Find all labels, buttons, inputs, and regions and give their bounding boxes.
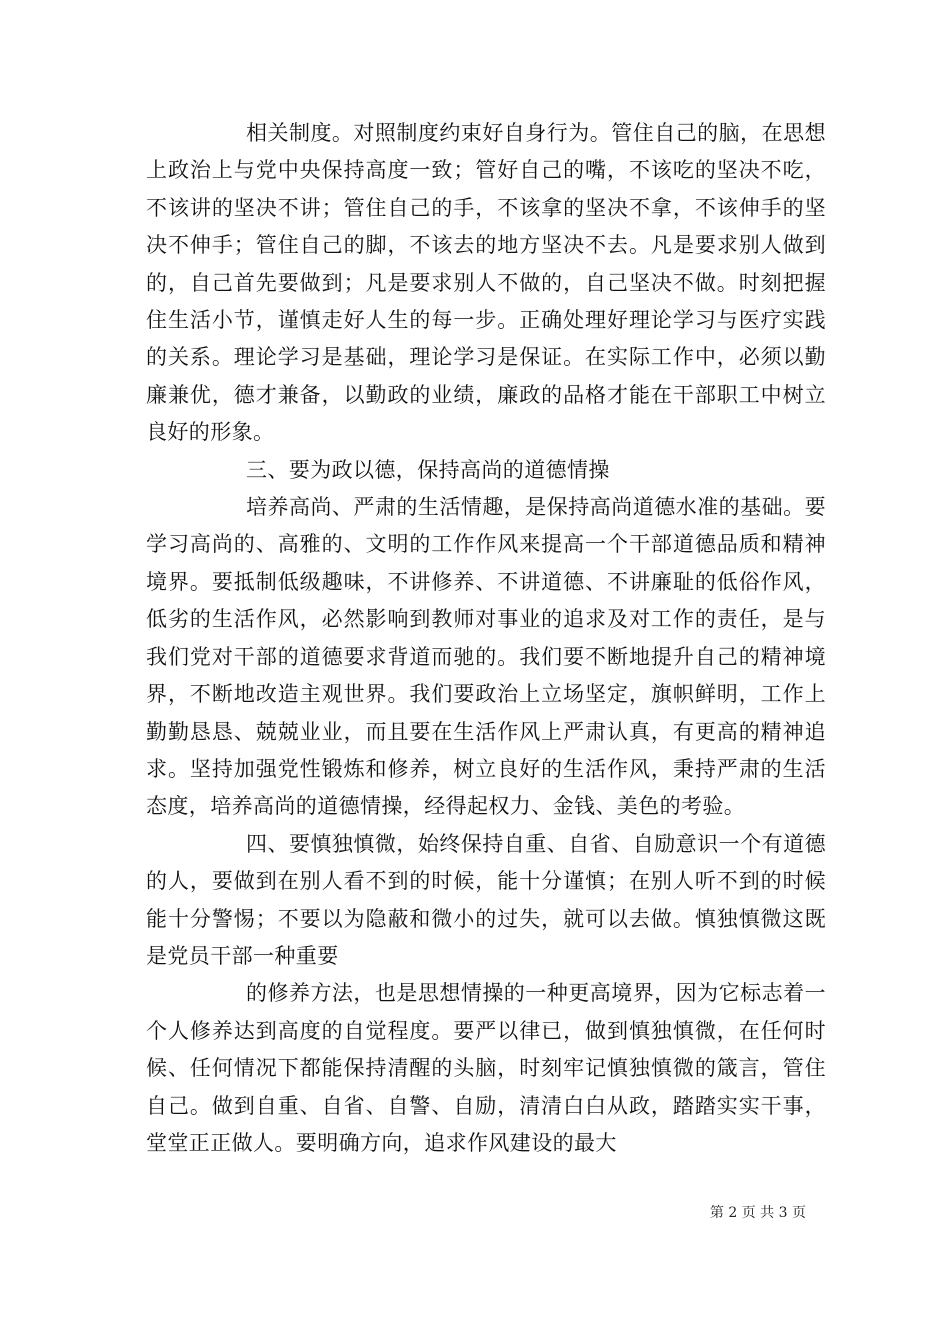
section-heading-three: 三、要为政以德，保持高尚的道德情操 (246, 457, 610, 482)
section-heading-four: 四、要慎独慎微，始终保持自重、自省、自励意识一个有道德的人，要做到在别人看不到的时候，能十分谨慎；在别人听不到的时候能十分警惕；不要以为隐蔽和微小的过失，就可以去做。慎独慎微这既是党员干部一种重要 (146, 831, 826, 968)
paragraph-related-systems: 相关制度。对照制度约束好自身行为。管住自己的脑，在思想上政治上与党中央保持高度一致；管好自己的嘴，不该吃的坚决不吃，不该讲的坚决不讲；管住自己的手，不该拿的坚决不拿，不该伸手的坚决不伸手；管住自己的脚，不该去的地方坚决不去。凡是要求别人做到的，自己首先要做到；凡是要求别人不做的，自己坚决不做。时刻把握住生活小节，谨慎走好人生的每一步。正确处理好理论学习与医疗实践的关系。理论学习是基础，理论学习是保证。在实际工作中，必须以勤廉兼优，德才兼备，以勤政的业绩，廉政的品格才能在干部职工中树立良好的形象。 (146, 121, 826, 445)
paragraph-self-discipline: 的修养方法，也是思想情操的一种更高境界，因为它标志着一个人修养达到高度的自觉程度。要严以律已，做到慎独慎微，在任何时候、任何情况下都能保持清醒的头脑，时刻牢记慎独慎微的箴言，管住自己。做到自重、自省、自警、自励，清清白白从政，踏踏实实干事，堂堂正正做人。要明确方向，追求作风建设的最大 (146, 981, 826, 1155)
page-number: 第 2 页 共 3 页 (709, 1205, 806, 1221)
document-body (146, 115, 826, 1162)
paragraph-moral-cultivation: 培养高尚、严肃的生活情趣，是保持高尚道德水准的基础。要学习高尚的、高雅的、文明的工作作风来提高一个干部道德品质和精神境界。要抵制低级趣味，不讲修养、不讲道德、不讲廉耻的低俗作风，低劣的生活作风，必然影响到教师对事业的追求及对工作的责任，是与我们党对干部的道德要求背道而驰的。我们要不断地提升自己的精神境界，不断地改造主观世界。我们要政治上立场坚定，旗帜鲜明，工作上勤勤恳恳、兢兢业业，而且要在生活作风上严肃认真，有更高的精神追求。坚持加强党性锻炼和修养，树立良好的生活作风，秉持严肃的生活态度，培养高尚的道德情操，经得起权力、金钱、美色的考验。 (146, 495, 826, 819)
